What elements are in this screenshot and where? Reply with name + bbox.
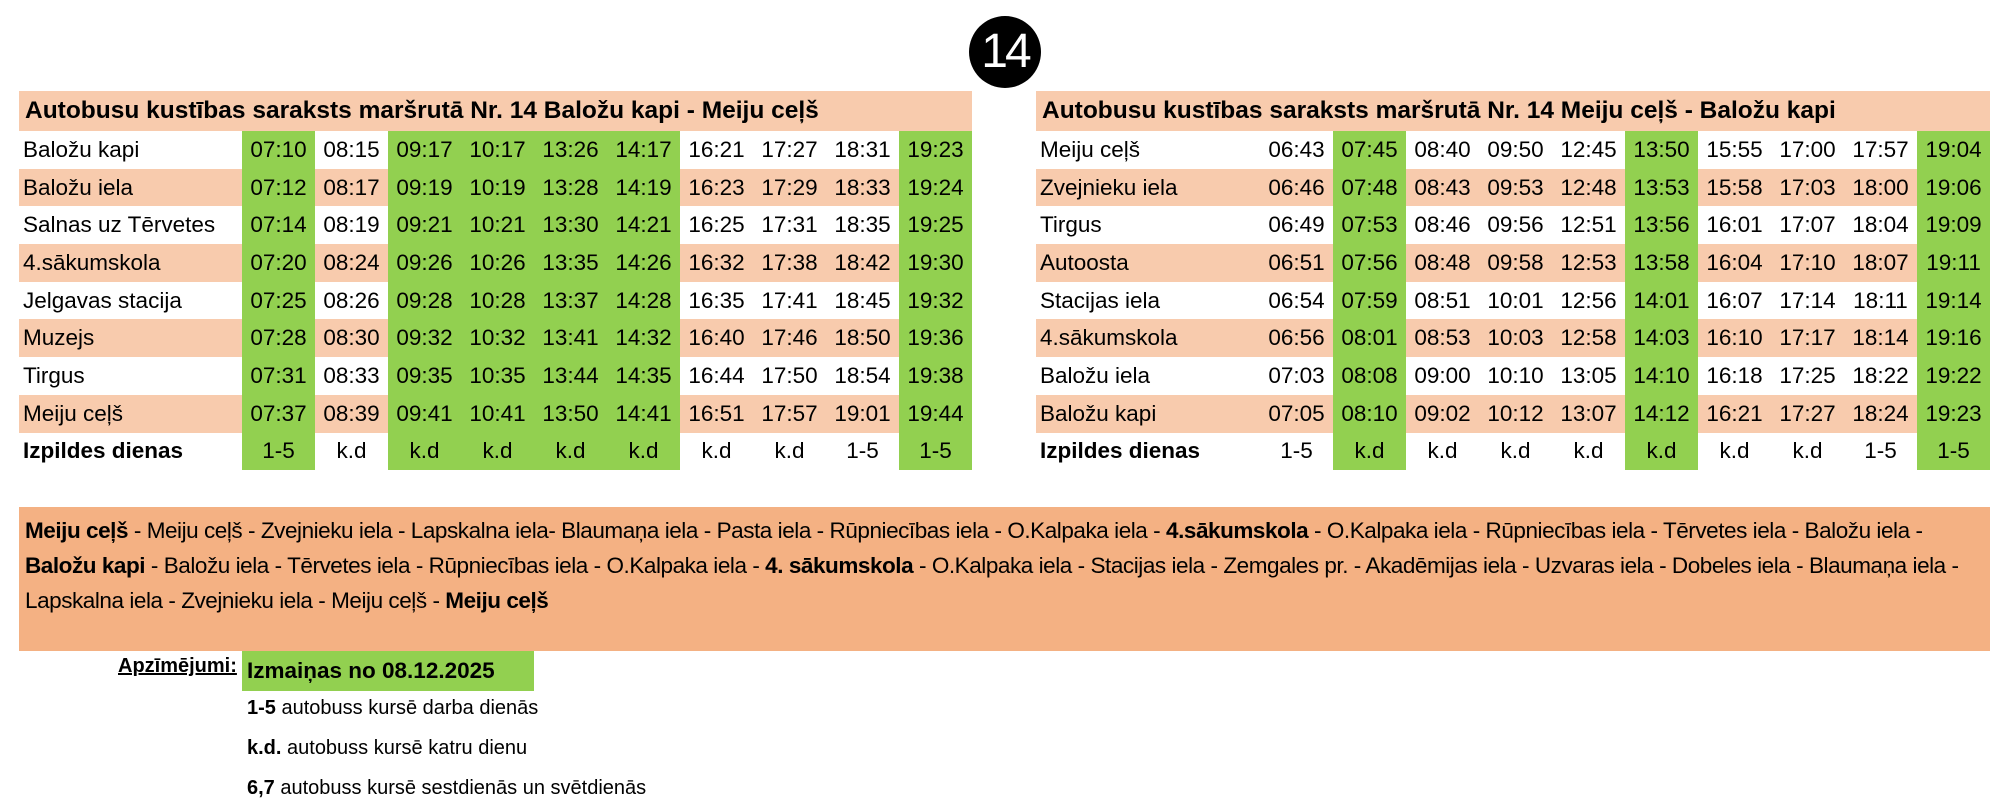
legend-text: autobuss kursē sestdienās un svētdienās <box>274 777 647 799</box>
departure-time: 06:46 <box>1260 169 1333 207</box>
schedule-title: Autobusu kustības saraksts maršrutā Nr. 14 Meiju ceļš - Baložu kapi <box>1036 91 1990 131</box>
route-segment: - O.Kalpaka iela - Rūpniecības iela - Tērvetes iela - Baložu iela - <box>1308 518 1923 543</box>
operating-days: k.d <box>1552 433 1625 471</box>
operating-days: k.d <box>388 433 461 471</box>
stop-name: Tirgus <box>1036 206 1260 244</box>
departure-time: 13:26 <box>534 131 607 169</box>
departure-time: 17:57 <box>1844 131 1917 169</box>
departure-time: 17:29 <box>753 169 826 207</box>
legend-item <box>247 777 646 800</box>
departure-time: 17:31 <box>753 206 826 244</box>
stop-name: Baložu iela <box>1036 357 1260 395</box>
departure-time: 10:21 <box>461 206 534 244</box>
departure-time: 09:41 <box>388 395 461 433</box>
stop-row <box>19 244 972 282</box>
stop-name: Autoosta <box>1036 244 1260 282</box>
stop-name: Meiju ceļš <box>19 395 242 433</box>
departure-time: 13:50 <box>1625 131 1698 169</box>
departure-time: 08:48 <box>1406 244 1479 282</box>
departure-time: 17:03 <box>1771 169 1844 207</box>
stop-name: 4.sākumskola <box>1036 319 1260 357</box>
route-number-badge: 14 <box>969 16 1041 88</box>
stop-row <box>19 206 972 244</box>
departure-time: 13:56 <box>1625 206 1698 244</box>
operating-days: k.d <box>1625 433 1698 471</box>
legend-code: k.d. <box>247 737 282 759</box>
departure-time: 17:00 <box>1771 131 1844 169</box>
departure-time: 09:19 <box>388 169 461 207</box>
departure-time: 19:25 <box>899 206 972 244</box>
departure-time: 08:39 <box>315 395 388 433</box>
departure-time: 10:32 <box>461 319 534 357</box>
departure-time: 08:19 <box>315 206 388 244</box>
stop-row <box>19 357 972 395</box>
operating-days: 1-5 <box>242 433 315 471</box>
departure-time: 16:44 <box>680 357 753 395</box>
departure-time: 07:37 <box>242 395 315 433</box>
departure-time: 13:28 <box>534 169 607 207</box>
departure-time: 08:26 <box>315 282 388 320</box>
departure-time: 08:24 <box>315 244 388 282</box>
departure-time: 19:04 <box>1917 131 1990 169</box>
departure-time: 09:21 <box>388 206 461 244</box>
departure-time: 19:22 <box>1917 357 1990 395</box>
departure-time: 19:23 <box>1917 395 1990 433</box>
departure-time: 12:58 <box>1552 319 1625 357</box>
departure-time: 10:10 <box>1479 357 1552 395</box>
departure-time: 08:53 <box>1406 319 1479 357</box>
departure-time: 14:26 <box>607 244 680 282</box>
departure-time: 19:01 <box>826 395 899 433</box>
operating-days: 1-5 <box>899 433 972 471</box>
departure-time: 17:10 <box>1771 244 1844 282</box>
legend-text: autobuss kursē katru dienu <box>281 737 528 759</box>
operating-days: k.d <box>607 433 680 471</box>
departure-time: 14:41 <box>607 395 680 433</box>
departure-time: 18:00 <box>1844 169 1917 207</box>
departure-time: 19:36 <box>899 319 972 357</box>
operating-days: 1-5 <box>826 433 899 471</box>
schedule-title: Autobusu kustības saraksts maršrutā Nr. 14 Baložu kapi - Meiju ceļš <box>19 91 972 131</box>
stop-name: Baložu kapi <box>1036 395 1260 433</box>
departure-time: 16:32 <box>680 244 753 282</box>
departure-time: 09:28 <box>388 282 461 320</box>
stop-row <box>19 282 972 320</box>
departure-time: 09:32 <box>388 319 461 357</box>
departure-time: 17:25 <box>1771 357 1844 395</box>
departure-time: 07:25 <box>242 282 315 320</box>
departure-time: 06:49 <box>1260 206 1333 244</box>
departure-time: 09:35 <box>388 357 461 395</box>
stop-name: Baložu kapi <box>19 131 242 169</box>
stop-row <box>19 395 972 433</box>
departure-time: 08:30 <box>315 319 388 357</box>
departure-time: 13:50 <box>534 395 607 433</box>
operating-days-label: Izpildes dienas <box>1036 433 1260 471</box>
departure-time: 07:12 <box>242 169 315 207</box>
stop-name: Salnas uz Tērvetes <box>19 206 242 244</box>
departure-time: 19:23 <box>899 131 972 169</box>
departure-time: 12:51 <box>1552 206 1625 244</box>
stop-row <box>19 319 972 357</box>
departure-time: 19:14 <box>1917 282 1990 320</box>
departure-time: 12:48 <box>1552 169 1625 207</box>
stop-name: Muzejs <box>19 319 242 357</box>
departure-time: 18:42 <box>826 244 899 282</box>
departure-time: 08:46 <box>1406 206 1479 244</box>
departure-time: 16:35 <box>680 282 753 320</box>
departure-time: 16:21 <box>1698 395 1771 433</box>
stop-name: Meiju ceļš <box>1036 131 1260 169</box>
departure-time: 13:41 <box>534 319 607 357</box>
departure-time: 17:27 <box>753 131 826 169</box>
departure-time: 13:44 <box>534 357 607 395</box>
departure-time: 07:53 <box>1333 206 1406 244</box>
departure-time: 10:12 <box>1479 395 1552 433</box>
departure-time: 08:40 <box>1406 131 1479 169</box>
departure-time: 08:33 <box>315 357 388 395</box>
change-notice: Izmaiņas no 08.12.2025 <box>242 651 534 691</box>
departure-time: 18:24 <box>1844 395 1917 433</box>
route-description <box>19 507 1990 651</box>
departure-time: 08:01 <box>1333 319 1406 357</box>
route-stop-bold: 4. sākumskola <box>765 553 914 578</box>
departure-time: 07:20 <box>242 244 315 282</box>
departure-time: 19:30 <box>899 244 972 282</box>
departure-time: 08:08 <box>1333 357 1406 395</box>
departure-time: 18:35 <box>826 206 899 244</box>
departure-time: 10:26 <box>461 244 534 282</box>
departure-time: 08:10 <box>1333 395 1406 433</box>
departure-time: 17:57 <box>753 395 826 433</box>
operating-days: 1-5 <box>1260 433 1333 471</box>
route-stop-bold: 4.sākumskola <box>1166 518 1309 543</box>
departure-time: 06:54 <box>1260 282 1333 320</box>
departure-time: 18:04 <box>1844 206 1917 244</box>
departure-time: 17:46 <box>753 319 826 357</box>
stop-row <box>19 169 972 207</box>
departure-time: 18:50 <box>826 319 899 357</box>
departure-time: 17:27 <box>1771 395 1844 433</box>
departure-time: 07:03 <box>1260 357 1333 395</box>
legend-code: 1-5 <box>247 697 276 719</box>
departure-time: 07:14 <box>242 206 315 244</box>
stop-name: Baložu iela <box>19 169 242 207</box>
departure-time: 13:07 <box>1552 395 1625 433</box>
departure-time: 10:35 <box>461 357 534 395</box>
departure-time: 18:11 <box>1844 282 1917 320</box>
departure-time: 16:51 <box>680 395 753 433</box>
departure-time: 19:32 <box>899 282 972 320</box>
departure-time: 14:01 <box>1625 282 1698 320</box>
departure-time: 14:12 <box>1625 395 1698 433</box>
stop-name: Jelgavas stacija <box>19 282 242 320</box>
departure-time: 12:45 <box>1552 131 1625 169</box>
departure-time: 14:32 <box>607 319 680 357</box>
departure-time: 07:31 <box>242 357 315 395</box>
departure-time: 13:37 <box>534 282 607 320</box>
legend-item <box>247 697 538 720</box>
departure-time: 10:03 <box>1479 319 1552 357</box>
departure-time: 16:18 <box>1698 357 1771 395</box>
departure-time: 16:07 <box>1698 282 1771 320</box>
departure-time: 12:53 <box>1552 244 1625 282</box>
departure-time: 09:00 <box>1406 357 1479 395</box>
departure-time: 14:03 <box>1625 319 1698 357</box>
stop-row <box>19 131 972 169</box>
departure-time: 09:17 <box>388 131 461 169</box>
departure-time: 17:38 <box>753 244 826 282</box>
stop-name: Stacijas iela <box>1036 282 1260 320</box>
departure-time: 06:56 <box>1260 319 1333 357</box>
departure-time: 09:02 <box>1406 395 1479 433</box>
operating-days: k.d <box>1333 433 1406 471</box>
operating-days-row <box>1036 433 1990 471</box>
departure-time: 07:56 <box>1333 244 1406 282</box>
route-stop-bold: Meiju ceļš <box>445 588 549 613</box>
departure-time: 10:41 <box>461 395 534 433</box>
departure-time: 08:15 <box>315 131 388 169</box>
departure-time: 07:10 <box>242 131 315 169</box>
departure-time: 10:19 <box>461 169 534 207</box>
departure-time: 13:05 <box>1552 357 1625 395</box>
departure-time: 16:23 <box>680 169 753 207</box>
departure-time: 19:24 <box>899 169 972 207</box>
departure-time: 13:30 <box>534 206 607 244</box>
operating-days: k.d <box>753 433 826 471</box>
departure-time: 16:01 <box>1698 206 1771 244</box>
departure-time: 10:17 <box>461 131 534 169</box>
legend-text: autobuss kursē darba dienās <box>275 697 539 719</box>
operating-days: k.d <box>1698 433 1771 471</box>
legend-label: Apzīmējumi: <box>118 655 237 677</box>
legend-item <box>247 737 527 760</box>
departure-time: 16:40 <box>680 319 753 357</box>
stop-row <box>1036 244 1990 282</box>
departure-time: 17:50 <box>753 357 826 395</box>
departure-time: 19:11 <box>1917 244 1990 282</box>
operating-days-row <box>19 433 972 471</box>
stop-name: Tirgus <box>19 357 242 395</box>
departure-time: 14:35 <box>607 357 680 395</box>
stop-row <box>1036 206 1990 244</box>
departure-time: 09:53 <box>1479 169 1552 207</box>
departure-time: 08:51 <box>1406 282 1479 320</box>
route-segment: - Baložu iela - Tērvetes iela - Rūpniecības iela - O.Kalpaka iela - <box>145 553 766 578</box>
stop-row <box>1036 282 1990 320</box>
departure-time: 09:56 <box>1479 206 1552 244</box>
route-stop-bold: Baložu kapi <box>25 553 146 578</box>
operating-days: k.d <box>461 433 534 471</box>
departure-time: 09:58 <box>1479 244 1552 282</box>
operating-days: k.d <box>315 433 388 471</box>
departure-time: 16:25 <box>680 206 753 244</box>
departure-time: 09:50 <box>1479 131 1552 169</box>
schedule-table-meiju-cels-balozu-kapi <box>1036 91 1990 470</box>
stop-row <box>1036 357 1990 395</box>
departure-time: 15:58 <box>1698 169 1771 207</box>
operating-days: k.d <box>1479 433 1552 471</box>
departure-time: 18:07 <box>1844 244 1917 282</box>
departure-time: 14:10 <box>1625 357 1698 395</box>
departure-time: 13:58 <box>1625 244 1698 282</box>
departure-time: 07:45 <box>1333 131 1406 169</box>
departure-time: 19:06 <box>1917 169 1990 207</box>
departure-time: 19:16 <box>1917 319 1990 357</box>
departure-time: 09:26 <box>388 244 461 282</box>
operating-days: k.d <box>680 433 753 471</box>
departure-time: 18:54 <box>826 357 899 395</box>
operating-days: k.d <box>1771 433 1844 471</box>
departure-time: 18:22 <box>1844 357 1917 395</box>
departure-time: 08:17 <box>315 169 388 207</box>
departure-time: 18:31 <box>826 131 899 169</box>
departure-time: 14:17 <box>607 131 680 169</box>
departure-time: 19:44 <box>899 395 972 433</box>
stop-row <box>1036 131 1990 169</box>
stop-row <box>1036 319 1990 357</box>
departure-time: 13:35 <box>534 244 607 282</box>
departure-time: 15:55 <box>1698 131 1771 169</box>
operating-days: k.d <box>534 433 607 471</box>
departure-time: 07:48 <box>1333 169 1406 207</box>
departure-time: 14:19 <box>607 169 680 207</box>
departure-time: 07:05 <box>1260 395 1333 433</box>
departure-time: 16:21 <box>680 131 753 169</box>
departure-time: 10:28 <box>461 282 534 320</box>
departure-time: 17:41 <box>753 282 826 320</box>
departure-time: 18:33 <box>826 169 899 207</box>
schedule-table-baloZu-kapi-meiju-cels <box>19 91 972 470</box>
operating-days-label: Izpildes dienas <box>19 433 242 471</box>
departure-time: 07:28 <box>242 319 315 357</box>
departure-time: 19:38 <box>899 357 972 395</box>
route-segment: - Meiju ceļš - Zvejnieku iela - Lapskalna iela- Blaumaņa iela - Pasta iela - Rūpniecības iela - O.Kalpaka iela - <box>128 518 1167 543</box>
departure-time: 10:01 <box>1479 282 1552 320</box>
legend-code: 6,7 <box>247 777 275 799</box>
departure-time: 12:56 <box>1552 282 1625 320</box>
operating-days: 1-5 <box>1917 433 1990 471</box>
departure-time: 17:14 <box>1771 282 1844 320</box>
departure-time: 14:21 <box>607 206 680 244</box>
departure-time: 14:28 <box>607 282 680 320</box>
departure-time: 18:14 <box>1844 319 1917 357</box>
stop-name: Zvejnieku iela <box>1036 169 1260 207</box>
departure-time: 07:59 <box>1333 282 1406 320</box>
operating-days: k.d <box>1406 433 1479 471</box>
departure-time: 06:51 <box>1260 244 1333 282</box>
stop-row <box>1036 395 1990 433</box>
departure-time: 16:10 <box>1698 319 1771 357</box>
route-stop-bold: Meiju ceļš <box>25 518 129 543</box>
departure-time: 17:07 <box>1771 206 1844 244</box>
departure-time: 08:43 <box>1406 169 1479 207</box>
operating-days: 1-5 <box>1844 433 1917 471</box>
stop-name: 4.sākumskola <box>19 244 242 282</box>
stop-row <box>1036 169 1990 207</box>
departure-time: 06:43 <box>1260 131 1333 169</box>
departure-time: 13:53 <box>1625 169 1698 207</box>
route-segment: - O.Kalpaka iela - Stacijas iela - Zemgales pr. - Akadēmijas iela - Uzvaras iela - Dobeles iela - Blaumaņa iela - Lapskalna iela - Zvejnieku iela - Meiju ceļš - <box>25 553 1959 613</box>
departure-time: 19:09 <box>1917 206 1990 244</box>
departure-time: 16:04 <box>1698 244 1771 282</box>
departure-time: 18:45 <box>826 282 899 320</box>
departure-time: 17:17 <box>1771 319 1844 357</box>
